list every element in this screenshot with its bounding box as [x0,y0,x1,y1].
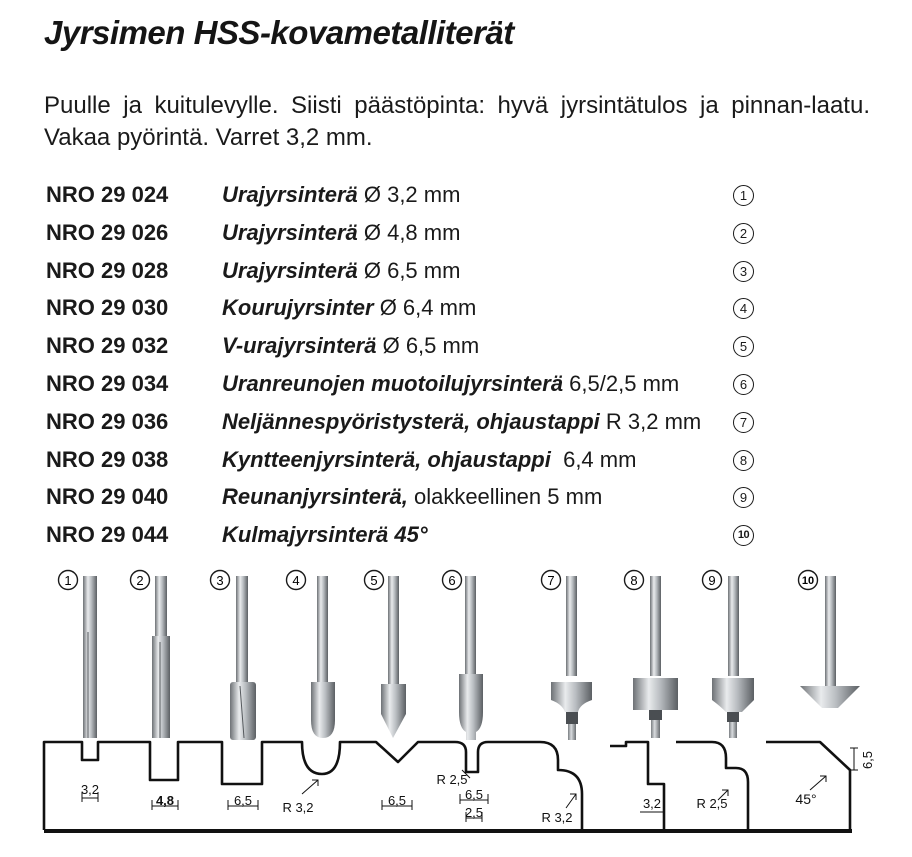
product-spec: Ø 3,2 mm [357,182,461,207]
product-row [44,176,774,214]
bit-number-3 [211,571,230,590]
bit-number-2-text: 2 [136,573,144,588]
dim-label-9: R 2,5 [696,796,728,811]
bit-5-v-groove-cutter [381,576,406,738]
product-spec: 6,5/2,5 mm [563,370,680,396]
product-number-marker: 4 [733,298,754,319]
angle-label-10: 45° [795,791,817,807]
product-row [44,403,774,441]
profile-1 [44,742,582,830]
bit-number-9-text: 9 [708,573,716,588]
bit-number-10-text: 10 [801,575,815,587]
router-bits-figure [0,562,912,857]
product-code: NRO 29 036 [46,408,169,434]
product-row [44,252,774,290]
product-number-marker: 8 [733,450,754,471]
product-row [44,289,774,327]
product-name: Kourujyrsinter [222,295,374,321]
product-row [44,516,774,554]
dim-label-1: 3,2 [80,782,100,797]
product-description [222,441,636,479]
product-code: NRO 29 038 [46,446,169,472]
dim-label-6a: 6,5 [464,787,484,802]
bit-number-6-text: 6 [448,573,456,588]
product-number-marker: 6 [733,374,754,395]
product-number-marker: 1 [733,185,754,206]
product-description [222,365,679,403]
product-description [222,289,476,327]
bit-number-5 [365,571,384,590]
dim-label-10: 6,5 [860,750,875,770]
product-description [222,176,460,214]
product-list [44,176,774,554]
dim-label-6b: 2,5 [464,805,484,820]
page-title: Jyrsimen HSS-kovametalliterät [44,14,514,51]
bit-number-8 [625,571,644,590]
bit-number-9 [703,571,722,590]
product-name: Kulmajyrsinterä 45° [222,522,428,548]
product-name: V-urajyrsinterä [222,333,377,359]
product-number-marker: 3 [733,261,754,282]
product-row [44,478,774,516]
profile-9 [676,742,748,830]
product-code: NRO 29 030 [46,295,169,321]
bit-number-4 [287,571,306,590]
profile-7-8 [610,742,664,830]
bit-number-1-text: 1 [64,573,72,588]
dim-label-7: R 3,2 [541,810,573,825]
bit-9-beading-cutter [712,576,754,738]
product-spec: Ø 6,5 mm [357,257,461,283]
dim-label-5: 6,5 [387,793,407,808]
bit-number-7-text: 7 [547,573,555,588]
dim-label-2: 4,8 [155,793,175,808]
product-row [44,214,774,252]
bit-10-chamfer-cutter [800,576,860,708]
product-code: NRO 29 032 [46,333,169,359]
product-code: NRO 29 044 [46,522,169,548]
bit-number-7 [542,571,561,590]
dim-label-6-radius: R 2,5 [436,772,468,787]
product-name: Urajyrsinterä [222,182,358,207]
product-code: NRO 29 028 [46,257,169,283]
product-name: Uranreunojen muotoilujyrsinterä [222,370,564,396]
product-number-marker: 7 [733,412,754,433]
product-code: NRO 29 034 [46,370,169,396]
product-row [44,441,774,479]
bit-8-cove-cutter [633,576,678,738]
product-row [44,327,774,365]
bit-6-groove-profile-cutter [459,576,483,740]
intro-paragraph: Puulle ja kuitulevylle. Siisti päästöpinta: hyvä jyrsintätulos ja pinnan-laatu. Vakaa pyörintä. Varret 3,2 mm. [44,92,870,151]
bit-number-3-text: 3 [216,573,224,588]
product-code: NRO 29 026 [46,219,169,245]
product-number-marker: 10 [733,525,754,546]
product-description [222,252,460,290]
product-number-marker: 9 [733,487,754,508]
product-spec: olakkeellinen 5 mm [407,484,603,510]
bit-number-markers [59,571,818,590]
product-description [222,516,428,554]
product-name: Reunanjyrsinterä, [222,484,408,510]
product-name: Urajyrsinterä [222,219,358,245]
product-spec: 6,4 mm [550,446,637,472]
bit-number-8-text: 8 [630,573,638,588]
product-row [44,365,774,403]
product-name: Neljännespyöristysterä, ohjaustappi [222,408,600,434]
bit-number-5-text: 5 [370,573,378,588]
product-code: NRO 29 040 [46,484,169,510]
bit-7-roundover-cutter [551,576,592,740]
product-description [222,403,701,441]
profile-10 [766,742,850,830]
bit-3-straight-cutter [230,576,256,740]
bit-number-6 [443,571,462,590]
product-name: Urajyrsinterä [222,257,358,283]
bit-4-core-box-cutter [311,576,335,738]
product-spec: R 3,2 mm [599,408,702,434]
product-spec: Ø 6,4 mm [373,295,477,321]
product-spec: Ø 4,8 mm [357,219,461,245]
bit-number-4-text: 4 [292,573,300,588]
product-spec: Ø 6,5 mm [376,333,480,359]
dim-label-8: 3,2 [642,796,662,811]
product-number-marker: 2 [733,223,754,244]
bit-number-1 [59,571,78,590]
product-code: NRO 29 024 [46,182,169,207]
product-description [222,327,479,365]
product-description [222,214,460,252]
bit-1-straight-cutter [83,576,97,738]
dim-label-4: R 3,2 [282,800,314,815]
bit-2-straight-cutter [152,576,170,738]
product-description [222,478,602,516]
bit-number-2 [131,571,150,590]
product-name: Kyntteenjyrsinterä, ohjaustappi [222,446,551,472]
dim-label-3: 6,5 [233,793,253,808]
bit-number-10 [799,571,818,590]
product-number-marker: 5 [733,336,754,357]
